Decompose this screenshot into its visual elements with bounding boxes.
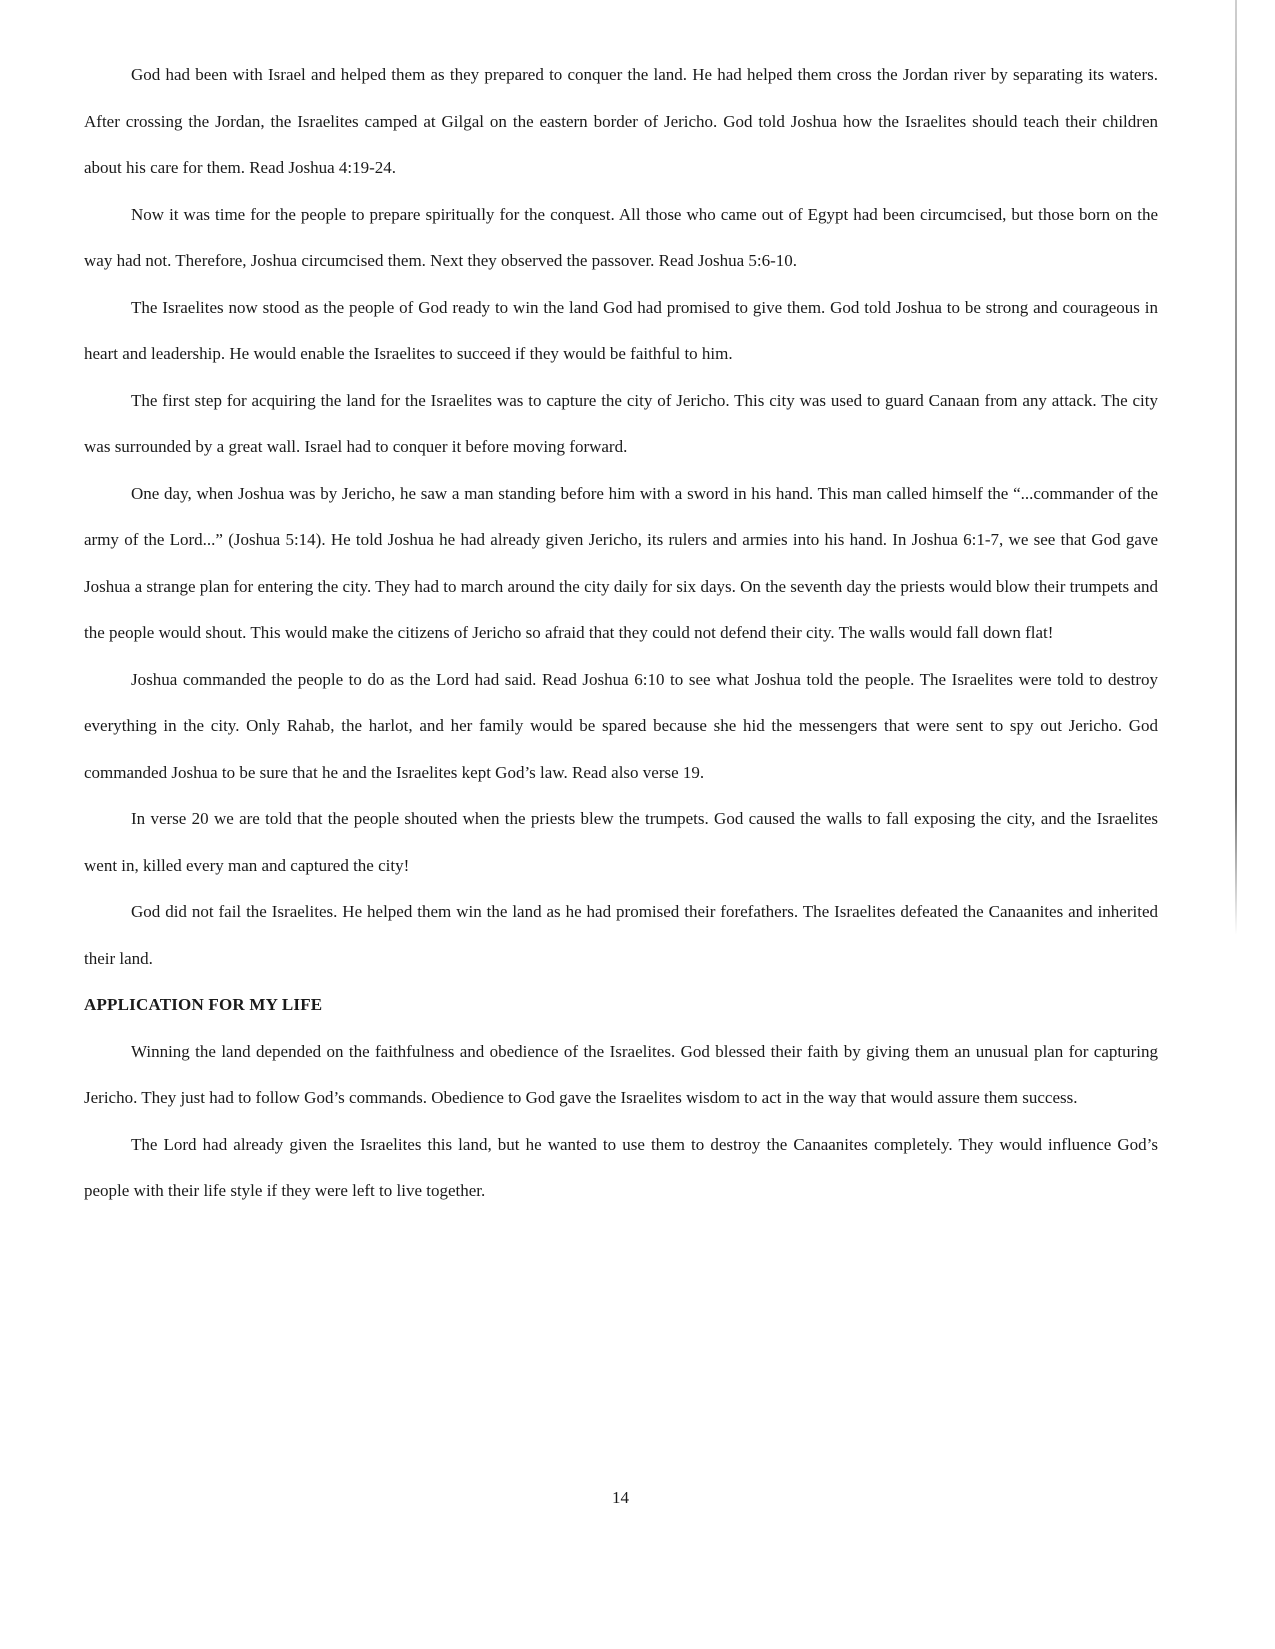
body-paragraph-1: God had been with Israel and helped them as they prepared to conquer the land. He had helped them cross the Jordan river by separating its waters. After crossing the Jordan, the Israelites camped at Gilgal on the eastern border of Jericho. God told Joshua how the Israelites should teach their children about his care for them. Read Joshua 4:19-24.: [84, 65, 1158, 177]
body-paragraph-5: One day, when Joshua was by Jericho, he saw a man standing before him with a sword in his hand. This man called himself the “...commander of the army of the Lord...” (Joshua 5:14). He told Joshua he had already given Jericho, its rulers and armies into his hand. In Joshua 6:1-7, we see that God gave Joshua a strange plan for entering the city. They had to march around the city daily for six days. On the seventh day the priests would blow their trumpets and the people would shout. This would make the citizens of Jericho so afraid that they could not defend their city. The walls would fall down flat!: [84, 483, 1158, 642]
document-page: [84, 52, 1158, 1215]
application-paragraph-2: The Lord had already given the Israelites this land, but he wanted to use them to destroy the Canaanites completely. They would influence God’s people with their life style if they were left to live together.: [84, 1134, 1158, 1200]
body-paragraph-8: God did not fail the Israelites. He helped them win the land as he had promised their forefathers. The Israelites defeated the Canaanites and inherited their land.: [84, 902, 1158, 968]
body-paragraph-3: The Israelites now stood as the people of God ready to win the land God had promised to give them. God told Joshua to be strong and courageous in heart and leadership. He would enable the Israelites to succeed if they would be faithful to him.: [84, 297, 1158, 363]
page-number: 14: [612, 1488, 629, 1507]
body-paragraph-6: Joshua commanded the people to do as the Lord had said. Read Joshua 6:10 to see what Joshua told the people. The Israelites were told to destroy everything in the city. Only Rahab, the harlot, and her family would be spared because she hid the messengers that were sent to spy out Jericho. God commanded Joshua to be sure that he and the Israelites kept God’s law. Read also verse 19.: [84, 669, 1158, 782]
application-heading: APPLICATION FOR MY LIFE: [84, 995, 323, 1014]
body-paragraph-4: The first step for acquiring the land for the Israelites was to capture the city of Jericho. This city was used to guard Canaan from any attack. The city was surrounded by a great wall. Israel had to conquer it before moving forward.: [84, 390, 1158, 456]
body-paragraph-7: In verse 20 we are told that the people shouted when the priests blew the trumpets. God caused the walls to fall exposing the city, and the Israelites went in, killed every man and captured the city!: [84, 809, 1158, 875]
application-paragraph-1: Winning the land depended on the faithfulness and obedience of the Israelites. God blessed their faith by giving them an unusual plan for capturing Jericho. They just had to follow God’s commands. Obedience to God gave the Israelites wisdom to act in the way that would assure them success.: [84, 1041, 1158, 1107]
scan-edge-shadow: [1235, 0, 1237, 935]
body-paragraph-2: Now it was time for the people to prepare spiritually for the conquest. All those who came out of Egypt had been circumcised, but those born on the way had not. Therefore, Joshua circumcised them. Next they observed the passover. Read Joshua 5:6-10.: [84, 204, 1158, 270]
